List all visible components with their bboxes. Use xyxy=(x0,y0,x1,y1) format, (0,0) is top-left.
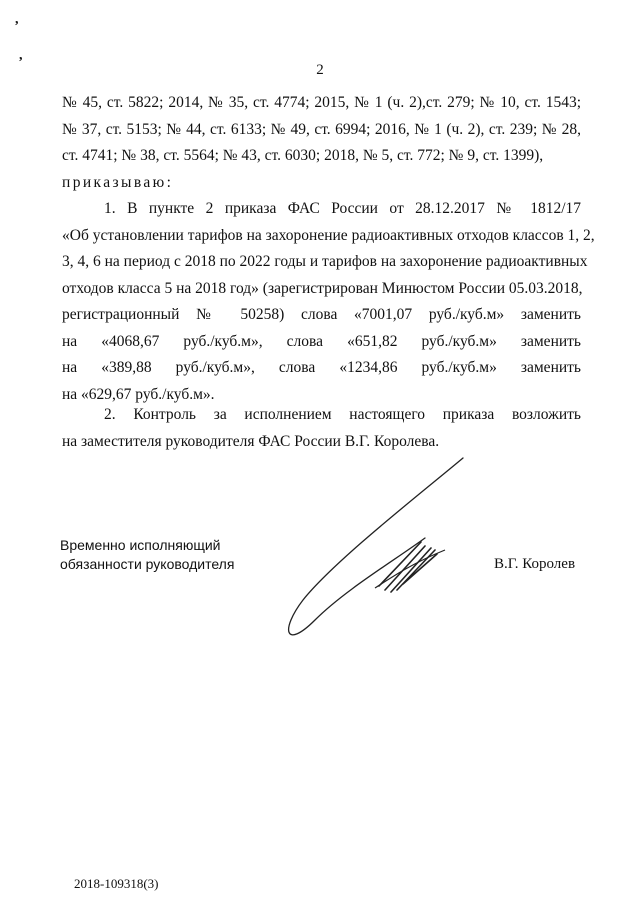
text-line: регистрационный № 50258) слова «7001,07 руб./куб.м» заменить xyxy=(62,306,581,323)
text-line: ст. 4741; № 38, ст. 5564; № 43, ст. 6030; 2018, № 5, ст. 772; № 9, ст. 1399), xyxy=(62,147,544,164)
text-line: «Об установлении тарифов на захоронение радиоактивных отходов классов 1, 2, xyxy=(62,226,595,244)
order-word xyxy=(62,170,581,197)
text-line: отходов класса 5 на 2018 год» (зарегистрирован Минюстом России 05.03.2018, xyxy=(62,279,583,297)
text-line: 2. Контроль за исполнением настоящего приказа возложить xyxy=(104,406,581,423)
text-line: № 37, ст. 5153; № 44, ст. 6133; № 49, ст. 6994; 2016, № 1 (ч. 2), ст. 239; № 28, xyxy=(62,120,581,138)
text-line: на «629,67 руб./куб.м». xyxy=(62,385,215,403)
text-line: на «389,88 руб./куб.м», слова «1234,86 руб./куб.м» заменить xyxy=(62,359,581,376)
order-word-text: приказываю: xyxy=(62,174,174,191)
text-line: на «4068,67 руб./куб.м», слова «651,82 руб./куб.м» заменить xyxy=(62,332,581,350)
signatory-title-line: обязанности руководителя xyxy=(60,556,235,572)
text-line: 3, 4, 6 на период с 2018 по 2022 годы и тарифов на захоронение радиоактивных xyxy=(62,253,588,270)
item-1-paragraph xyxy=(62,196,595,408)
scan-mark: , xyxy=(19,48,23,63)
signatory-name: В.Г. Королев xyxy=(494,556,576,572)
item-2-paragraph xyxy=(62,402,581,455)
signatory-title-line: Временно исполняющий xyxy=(60,537,221,553)
law-references-paragraph xyxy=(62,90,581,170)
text-line: на заместителя руководителя ФАС России В.Г. Королева. xyxy=(62,432,440,450)
page-number: 2 xyxy=(316,62,324,78)
text-line: № 45, ст. 5822; 2014, № 35, ст. 4774; 2015, № 1 (ч. 2),ст. 279; № 10, ст. 1543; xyxy=(62,94,581,111)
signatory-title xyxy=(60,536,234,574)
document-number: 2018-109318(3) xyxy=(74,876,159,891)
handwritten-signature xyxy=(275,450,495,660)
text-line: 1. В пункте 2 приказа ФАС России от 28.12.2017 № 1812/17 xyxy=(104,200,581,217)
scan-mark: , xyxy=(15,12,19,27)
